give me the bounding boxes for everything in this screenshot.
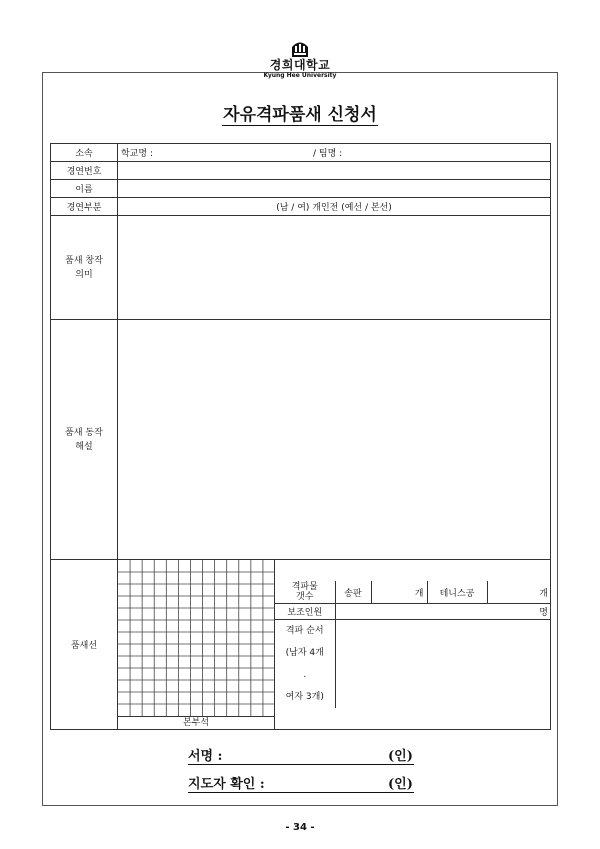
creation-meaning-field[interactable] (118, 216, 551, 320)
breaking-info-cell (275, 560, 551, 730)
break-order-label: 격파 순서 (남자 4개 . 여자 3개) (275, 620, 335, 709)
signature-label: 서명 : (188, 749, 223, 764)
entry-number-field[interactable] (118, 162, 551, 180)
creation-meaning-label: 품새 창작 의미 (51, 216, 118, 320)
creation-meaning-row (51, 216, 551, 320)
division-field[interactable]: (남 / 여) 개인전 (예선 / 본선) (118, 198, 551, 216)
motion-explanation-row (51, 320, 551, 560)
entry-number-label: 경연번호 (51, 162, 118, 180)
motion-explanation-label: 품새 동작 해설 (51, 320, 118, 560)
division-row (51, 198, 551, 216)
coach-seal-mark: (인) (388, 777, 413, 792)
break-order-field[interactable] (335, 620, 551, 709)
university-emblem-icon (290, 40, 310, 58)
school-name-label: 학교명 : (121, 149, 153, 159)
coach-confirmation-label: 지도자 확인 : (188, 777, 265, 792)
logo-english-name: Kyung Hee University (263, 72, 337, 79)
signature-seal-mark: (인) (388, 749, 413, 764)
tennis-ball-label: 테니스공 (427, 581, 487, 604)
division-label: 경연부분 (51, 198, 118, 216)
affiliation-row (51, 144, 551, 162)
assistant-label: 보조인원 (275, 604, 335, 620)
poomsae-line-label: 품새선 (51, 560, 118, 730)
poomsae-line-grid[interactable] (118, 560, 275, 729)
page-number: - 34 - (285, 822, 315, 833)
tennis-ball-count-field[interactable]: 개 (487, 581, 551, 604)
name-label: 이름 (51, 180, 118, 198)
signature-line[interactable] (188, 745, 414, 765)
poomsae-line-row (51, 560, 551, 730)
headquarters-seat-label: 본부석 (118, 716, 274, 729)
university-logo (240, 40, 360, 79)
breaking-info-table (275, 581, 551, 709)
motion-explanation-field[interactable] (118, 320, 551, 560)
logo-korean-name: 경희대학교 (269, 58, 331, 72)
poomsae-line-grid-cell[interactable] (118, 560, 275, 730)
team-name-label: / 팀명 : (312, 149, 343, 159)
affiliation-label: 소속 (51, 144, 118, 162)
entry-number-row (51, 162, 551, 180)
application-form (50, 143, 551, 730)
break-items-label: 격파물 갯수 (275, 581, 335, 604)
name-field[interactable] (118, 180, 551, 198)
board-count-field[interactable]: 개 (371, 581, 427, 604)
assistant-count-field[interactable]: 명 (335, 604, 551, 620)
document-title: 자유격파품새 신청서 (223, 105, 377, 125)
coach-confirmation-line[interactable] (188, 773, 414, 793)
name-row (51, 180, 551, 198)
affiliation-field[interactable] (118, 144, 551, 162)
board-label: 송판 (335, 581, 371, 604)
